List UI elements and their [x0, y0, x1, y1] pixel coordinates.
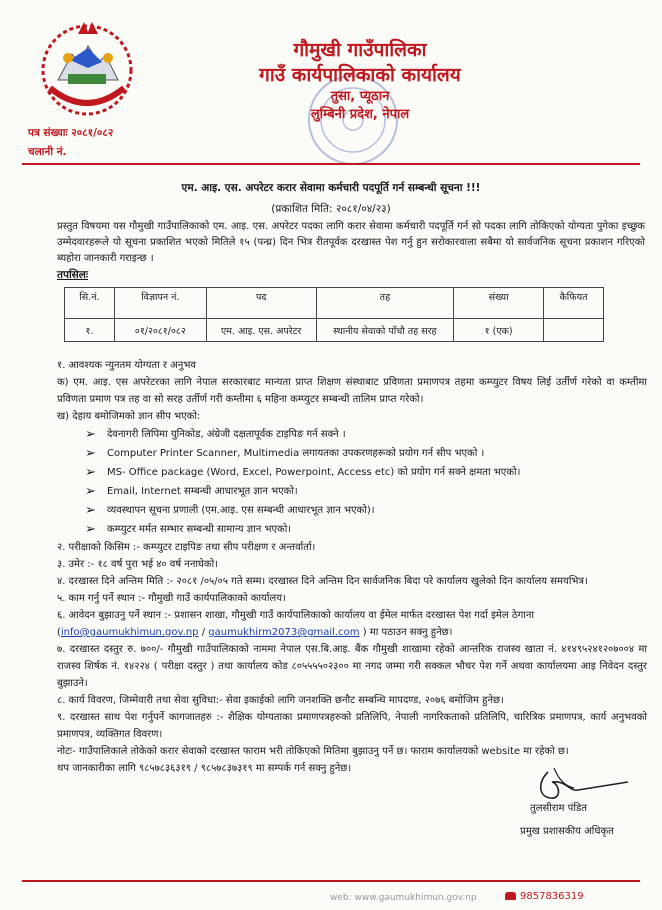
age-limit: ३. उमेर :- १८ वर्ष पुरा भई ४० वर्ष ननाघेको। — [57, 559, 218, 570]
table-cell — [544, 319, 604, 342]
footer-phone — [505, 891, 584, 902]
footer-phone-number: 9857836319 — [520, 891, 584, 902]
list-item: ➢ कम्प्युटर मर्मत सम्भार सम्बन्धी सामान्य ज्ञान भएको। — [85, 520, 647, 539]
list-item: ➢ MS- Office package (Word, Excel, Powerpoint, Access etc) को प्रयोग गर्न सक्ने क्षमता भएको। — [85, 463, 647, 482]
office-name: गौमुखी गाउँपालिका — [293, 39, 427, 61]
notice-title: एम. आइ. एस. अपरेटर करार सेवामा कर्मचारी पदपूर्ति गर्न सम्बन्धी सूचना !!! — [181, 182, 481, 194]
email-link-gmail[interactable]: gaumukhirm2073@gmail.com — [208, 627, 360, 638]
table-cell: १. — [65, 319, 115, 342]
job-description: ८. कार्य विवरण, जिम्मेवारी तथा सेवा सुविधा:- सेवा इकाईको लागि जनशक्ति छनौट सम्बन्धि मापदण्ड, २०७६ बमोजिम हुनेछ। — [57, 695, 504, 706]
skills-list — [57, 425, 647, 539]
reference-block — [28, 124, 113, 162]
contact-info: थप जानकारीका लागि ९८५७८३६३१९ / ९८५७८३७३१९ मा सम्पर्क गर्न सक्नु हुनेछ। — [57, 763, 352, 774]
note: नोटः- गाउँपालिकाले तोकेको करार सेवाको दरखास्त फाराम भरी तोकिएको मितिमा बुझाउनु पर्ने छ। फाराम कार्यालयको website मा रहेको छ। — [57, 746, 569, 757]
submission-place — [57, 607, 647, 641]
list-item: ➢ व्यवस्थापन सूचना प्रणाली (एम.आइ. एस सम्बन्धी आधारभूत ज्ञान भएको)। — [85, 501, 647, 520]
qualification-heading: १. आवश्यक न्युनतम योग्यता र अनुभव — [57, 360, 196, 371]
required-documents: ९. दरखास्त साथ पेश गर्नुपर्ने कागजातहरु :- शैक्षिक योग्यताका प्रमाणपत्रहरुको प्रतिलिपि, नेपाली नागरिकताको प्रतिलिपि, चारित्रिक प्रमाणपत्र, कार्य अनुभवको प्रमाणपत्र, व्यक्तिगत विवरण। — [57, 712, 647, 740]
office-province: लुम्बिनी प्रदेश, नेपाल — [310, 107, 410, 122]
table-row — [65, 319, 604, 342]
dispatch-number: चलानी नं. — [28, 146, 67, 158]
email-close: ) मा पठाउन सक्नु हुनेछ। — [359, 627, 453, 638]
qualification-a: क) एम. आइ. एस अपरेटरका लागि नेपाल सरकारबाट मान्यता प्राप्त शिक्षण संस्थाबाट प्रविणता प्रमाणपत्र तहमा कम्प्युटर विषय लिई उर्तीर्ण गरेको वा कम्तीमा प्रविणता प्रमाण पत्र तह वा सो सरह उर्तीर्ण गरी कम्तीमा ६ महिना कम्प्युटर सम्बन्धी तालिम प्राप्त गरेको। — [57, 377, 648, 405]
notice-body — [57, 357, 647, 777]
table-cell: १ (एक) — [454, 319, 544, 342]
list-item: ➢ Computer Printer Scanner, Multimedia लगायतका उपकरणहरूको प्रयोग गर्न सीप भएको । — [85, 444, 647, 463]
email-link-info[interactable]: info@gaumukhimun.gov.np — [60, 627, 199, 638]
table-header: कैफियत — [544, 288, 604, 319]
email-separator: / — [198, 627, 209, 638]
submission-text: ६. आवेदन बुझाउनु पर्ने स्थान :- प्रशासन शाखा, गौमुखी गाउँ कार्यपालिकाको कार्यालय वा ईमेल मार्फत दरखास्त पेश गर्दा इमेल ठेगाना — [57, 610, 535, 621]
exam-type: २. परीक्षाको किसिम :- कम्प्युटर टाइपिङ तथा सीप परीक्षण र अन्तर्वार्ता। — [57, 542, 316, 553]
footer-divider — [22, 880, 640, 882]
nepal-emblem-icon — [28, 18, 146, 122]
qualification-b: ख) देहाय बमोजिमको ज्ञान सीप भएको: — [57, 411, 201, 422]
email-open: ( — [57, 627, 61, 638]
table-header-row — [65, 288, 604, 319]
ref-number: पत्र संख्याः २०८१/०८२ — [28, 127, 114, 139]
header-divider — [22, 163, 640, 165]
schedule-label: तपसिलः — [57, 269, 89, 281]
vacancy-table — [64, 287, 604, 342]
table-cell: स्थानीय सेवाको पाँचौ तह सरह — [316, 319, 454, 342]
table-header: विज्ञापन नं. — [114, 288, 206, 319]
office-location: तुसा, प्यूठान — [330, 89, 390, 104]
footer-website[interactable]: web: www.gaumukhimun.gov.np — [330, 893, 477, 903]
phone-icon — [505, 892, 516, 900]
table-header: पद — [206, 288, 316, 319]
table-header: तह — [316, 288, 454, 319]
published-date: (प्रकाशित मिति: २०८१/०४/२३) — [271, 203, 391, 215]
table-cell: ०१/२०८१/०८२ — [114, 319, 206, 342]
table-header: सि.नं. — [65, 288, 115, 319]
table-cell: एम. आइ. एस. अपरेटर — [206, 319, 316, 342]
table-header: संख्या — [454, 288, 544, 319]
list-item: ➢ Email, Internet सम्बन्धी आधारभूत ज्ञान भएको। — [85, 482, 647, 501]
office-header — [150, 38, 570, 124]
signatory-name: तुलसीराम पंडित — [530, 803, 587, 814]
list-item: ➢ देवनागरी लिपिमा युनिकोड, अंग्रेजी दक्षतापूर्वक टाइपिङ गर्न सक्ने । — [85, 425, 647, 444]
notice-intro: प्रस्तुत विषयमा यस गौमुखी गाउँपालिकाको एम. आइ. एस. अपरेटर पदका लागि करार सेवामा कर्मचारी पदपूर्ति गर्न सो पदका लागि तोकिएको योग्यता पुगेका इच्छुक उम्मेदवारहरूले यो सूचना प्रकाशित भएको मितिले १५ (पन्ध्र) दिन भित्र रीतपूर्वक दरखास्त पेश गर्नु हुन सरोकारवाला सबैमा यो सार्वजनिक सूचना प्रकाशन गरिएको ब्यहोरा जानकारी गराइन्छ । — [57, 221, 645, 264]
work-location: ५. काम गर्नु पर्ने स्थान :- गौमुखी गाउँ कार्यपालिकाको कार्यालय। — [57, 593, 286, 604]
application-fee: ७. दरखास्त दस्तुर रु. ७००/- गौमुखी गाउँपालिकाको नाममा नेपाल एस.बि.आइ. बैंक गौमुखी शाखामा रहेको आन्तरिक राजस्व खाता नं. ४१४९५२४१२०७००४ मा राजस्व शिर्षक नं. १४२२४ ( परीक्षा दस्तुर ) तथा कार्यालय कोड ८०५५५५०२३०० मा नगद जम्मा गरी सक्कल भौचर पेश गर्ने अथवा कार्यालयमा आइ निवेदन दस्तुर बुझाउने। — [57, 644, 647, 689]
office-subtitle: गाउँ कार्यपालिकाको कार्यालय — [259, 64, 461, 86]
deadline: ४. दरखास्त दिने अन्तिम मिति :- २०८१ /०५/०५ गते सम्म। दरखास्त दिने अन्तिम दिन सार्वजनिक बिदा परे कार्यालय खुलेको दिन कार्यालय समयभित्र। — [57, 576, 588, 587]
signatory-designation: प्रमुख प्रशासकीय अधिकृत — [520, 826, 614, 837]
